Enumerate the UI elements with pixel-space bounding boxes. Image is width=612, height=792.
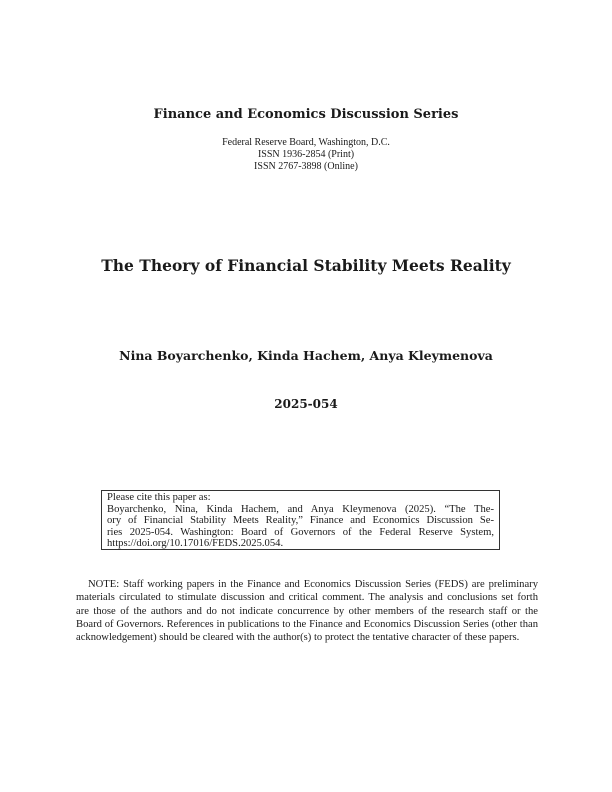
publication-info (0, 137, 612, 173)
note-line: materials circulated to stimulate discussion and critical comment. The analysis and conclusions set forth (76, 592, 538, 604)
citation-line: ory of Financial Stability Meets Reality,” Finance and Economics Discussion Se- (107, 515, 494, 527)
note-line: are those of the authors and do not indicate concurrence by other members of the research staff or the (76, 605, 538, 617)
citation-doi-link[interactable]: https://doi.org/10.17016/FEDS.2025.054. (107, 538, 284, 550)
staff-paper-note (76, 578, 538, 644)
note-line: acknowledgement) should be cleared with the author(s) to protect the tentative character of these papers. (76, 632, 520, 644)
paper-title: The Theory of Financial Stability Meets Reality (101, 256, 511, 275)
issn-online: ISSN 2767-3898 (Online) (254, 161, 358, 172)
citation-line: Boyarchenko, Nina, Kinda Hachem, and Anya Kleymenova (2025). “The The- (107, 503, 494, 515)
note-line: Board of Governors. References in publications to the Finance and Economics Discussion Series (other than (76, 618, 538, 630)
citation-box (101, 490, 500, 550)
paper-number: 2025-054 (274, 397, 338, 411)
note-line: NOTE: Staff working papers in the Finance and Economics Discussion Series (FEDS) are preliminary (88, 579, 538, 590)
series-title: Finance and Economics Discussion Series (153, 107, 459, 122)
publisher-line: Federal Reserve Board, Washington, D.C. (222, 137, 390, 148)
citation-line: ries 2025-054. Washington: Board of Governors of the Federal Reserve System, (107, 526, 494, 538)
citation-line: Please cite this paper as: (107, 492, 211, 503)
issn-print: ISSN 1936-2854 (Print) (257, 149, 355, 160)
paper-authors: Nina Boyarchenko, Kinda Hachem, Anya Kleymenova (119, 348, 493, 363)
